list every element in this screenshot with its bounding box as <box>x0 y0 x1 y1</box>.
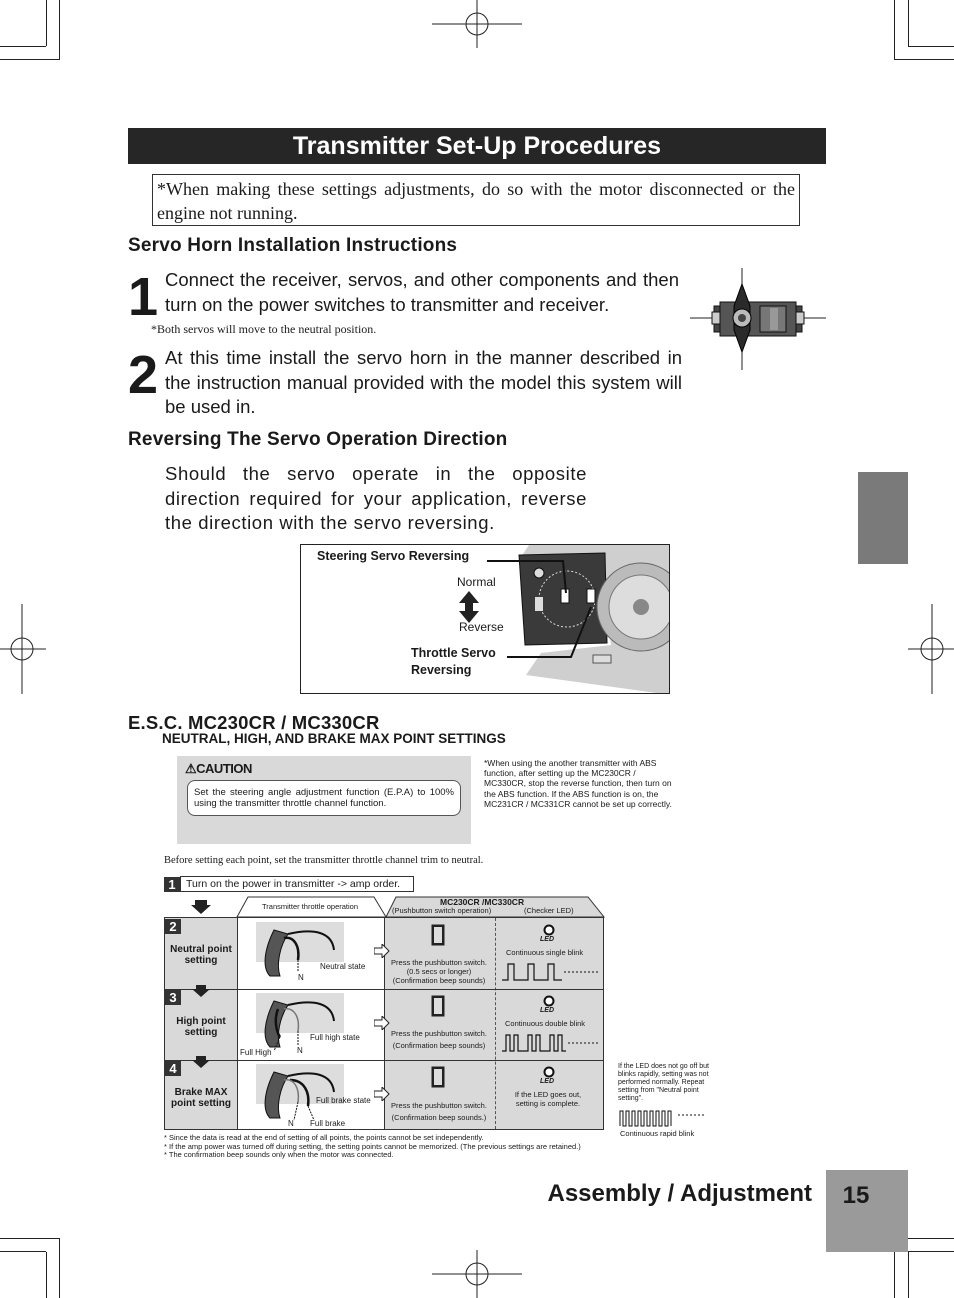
row-label-line1: Brake MAX <box>174 1087 228 1098</box>
push-line1: Press the pushbutton switch. <box>391 1029 487 1038</box>
led-icon <box>542 924 556 936</box>
reverse-label: Reverse <box>459 620 504 634</box>
side-tab <box>858 472 908 564</box>
row-label-line2: setting <box>184 1027 218 1038</box>
caution-title <box>185 761 252 777</box>
push-instruction <box>384 958 494 985</box>
footnote: * If the amp power was turned off during setting, the setting points cannot be memorized. (The previous settings are retained.) <box>164 1141 581 1151</box>
down-arrow-icon <box>192 1056 210 1068</box>
rapid-blink-label: Continuous rapid blink <box>620 1129 695 1138</box>
esc-subheading: NEUTRAL, HIGH, AND BRAKE MAX POINT SETTINGS <box>162 731 506 746</box>
push-line3: (Confirmation beep sounds) <box>392 1041 486 1050</box>
page-title: Transmitter Set-Up Procedures <box>128 128 826 164</box>
full-high-state-label: Full high state <box>310 1033 360 1042</box>
led-label: LED <box>540 1007 554 1014</box>
throttle-label-line1: Throttle Servo <box>411 646 496 660</box>
pushbutton-icon <box>431 1066 445 1088</box>
full-high-label: Full High <box>240 1048 272 1057</box>
step-number: 2 <box>128 345 159 405</box>
step-number-badge: 3 <box>165 990 181 1005</box>
row-label-neutral <box>165 944 237 966</box>
col-throttle-header: Transmitter throttle operation <box>261 902 358 911</box>
full-brake-label: Full brake <box>310 1119 346 1128</box>
rapid-blink-waveform <box>618 1108 678 1128</box>
footnotes <box>164 1134 581 1160</box>
col-led-header: (Checker LED) <box>524 906 574 915</box>
servo-illustration <box>690 268 826 370</box>
rapid-blink-note: If the LED does not go off but blinks rapidly, setting was not performed normally. Repeat setting from "Neutral point setting". <box>618 1063 709 1102</box>
trigger-brake-illustration <box>254 1062 346 1124</box>
row-label-high <box>165 1016 237 1038</box>
servo-horn-heading: Servo Horn Installation Instructions <box>128 235 458 256</box>
servo-reversing-figure <box>300 544 670 694</box>
step2-text: At this time install the servo horn in the manner described in the instruction manual provided with the model this system will be used in. <box>165 347 682 417</box>
section-title: Assembly / Adjustment <box>547 1180 812 1207</box>
before-setting-text: Before setting each point, set the transmitter throttle channel trim to neutral. <box>164 855 484 866</box>
footnote: * Since the data is read at the end of setting of all points, the points cannot be set independently. <box>164 1133 484 1142</box>
push-instruction <box>384 1028 494 1052</box>
dashed-line <box>678 1112 704 1118</box>
step1-instruction: Turn on the power in transmitter -> amp order. <box>180 876 414 892</box>
normal-label: Normal <box>457 575 496 589</box>
footnote: * The confirmation beep sounds only when the motor was connected. <box>164 1150 394 1159</box>
col-push-header: (Pushbutton switch operation) <box>392 906 492 915</box>
n-label: N <box>297 1046 303 1055</box>
push-line2: (0.5 secs or longer) <box>406 967 472 976</box>
led-pattern-label: Continuous single blink <box>506 948 584 957</box>
esc-heading: E.S.C. MC230CR / MC330CR <box>128 712 380 733</box>
warning-icon: ⚠ <box>185 761 197 776</box>
page-number: 15 <box>842 1182 870 1209</box>
led-label: LED <box>540 936 554 943</box>
push-instruction <box>384 1100 494 1124</box>
push-line3: (Confirmation beep sounds) <box>392 976 486 985</box>
n-label: N <box>298 973 304 982</box>
led-complete-line1: If the LED goes out, <box>514 1090 582 1099</box>
row-label-line1: Neutral point <box>170 944 232 955</box>
row-label-line2: setting <box>184 955 218 966</box>
led-icon <box>542 995 556 1007</box>
row-label-line1: High point <box>176 1016 226 1027</box>
throttle-reversing-label <box>411 645 496 679</box>
step1-text: Connect the receiver, servos, and other components and then turn on the power switches to transmitter and receiver. <box>165 269 679 315</box>
step1-note: *Both servos will move to the neutral position. <box>151 322 377 336</box>
caution-text: Set the steering angle adjustment function (E.P.A) to 100% using the transmitter throttle channel function. <box>187 780 461 816</box>
down-arrow-icon <box>192 985 210 997</box>
pushbutton-icon <box>431 924 445 946</box>
double-blink-waveform <box>502 1031 598 1053</box>
throttle-label-line2: Reversing <box>411 663 472 677</box>
step-number-badge: 2 <box>165 919 181 934</box>
step-number: 1 <box>128 267 159 327</box>
led-complete-text <box>500 1090 596 1108</box>
led-label: LED <box>540 1078 554 1085</box>
push-line3: (Confirmation beep sounds.) <box>391 1113 487 1122</box>
abs-note: *When using the another transmitter with ABS function, after setting up the MC230CR / MC330CR, stop the reverse function, then turn on the ABS function. If the ABS function is on, the MC231CR / MC331CR cannot be set up correctly. <box>484 758 672 809</box>
reversing-heading: Reversing The Servo Operation Direction <box>128 429 508 450</box>
right-arrow-icon <box>374 944 390 958</box>
led-complete-line2: setting is complete. <box>515 1099 581 1108</box>
row-label-brake <box>165 1087 237 1109</box>
down-arrow-icon <box>191 900 211 914</box>
single-blink-waveform <box>502 960 598 982</box>
led-pattern-label: Continuous double blink <box>505 1019 586 1028</box>
full-brake-state-label: Full brake state <box>316 1096 371 1105</box>
row-label-line2: point setting <box>171 1098 231 1109</box>
n-label: N <box>288 1119 294 1128</box>
push-line1: Press the pushbutton switch. <box>391 958 487 967</box>
trigger-high-illustration <box>254 991 346 1053</box>
steering-reversing-label: Steering Servo Reversing <box>317 549 470 563</box>
reversing-text: Should the servo operate in the opposite direction required for your application, reverse the direction with the servo reversing. <box>165 463 587 533</box>
pushbutton-icon <box>431 995 445 1017</box>
push-line1: Press the pushbutton switch. <box>391 1101 487 1110</box>
col-model-header: MC230CR /MC330CR <box>440 897 525 907</box>
step-number-badge: 4 <box>165 1061 181 1076</box>
led-icon <box>542 1066 556 1078</box>
warning-note: *When making these settings adjustments, do so with the motor disconnected or the engine not running. <box>152 174 800 226</box>
step-number-badge: 1 <box>164 877 180 892</box>
caution-title-text: CAUTION <box>196 761 252 776</box>
neutral-state-label: Neutral state <box>320 962 366 971</box>
right-arrow-icon <box>374 1087 390 1101</box>
